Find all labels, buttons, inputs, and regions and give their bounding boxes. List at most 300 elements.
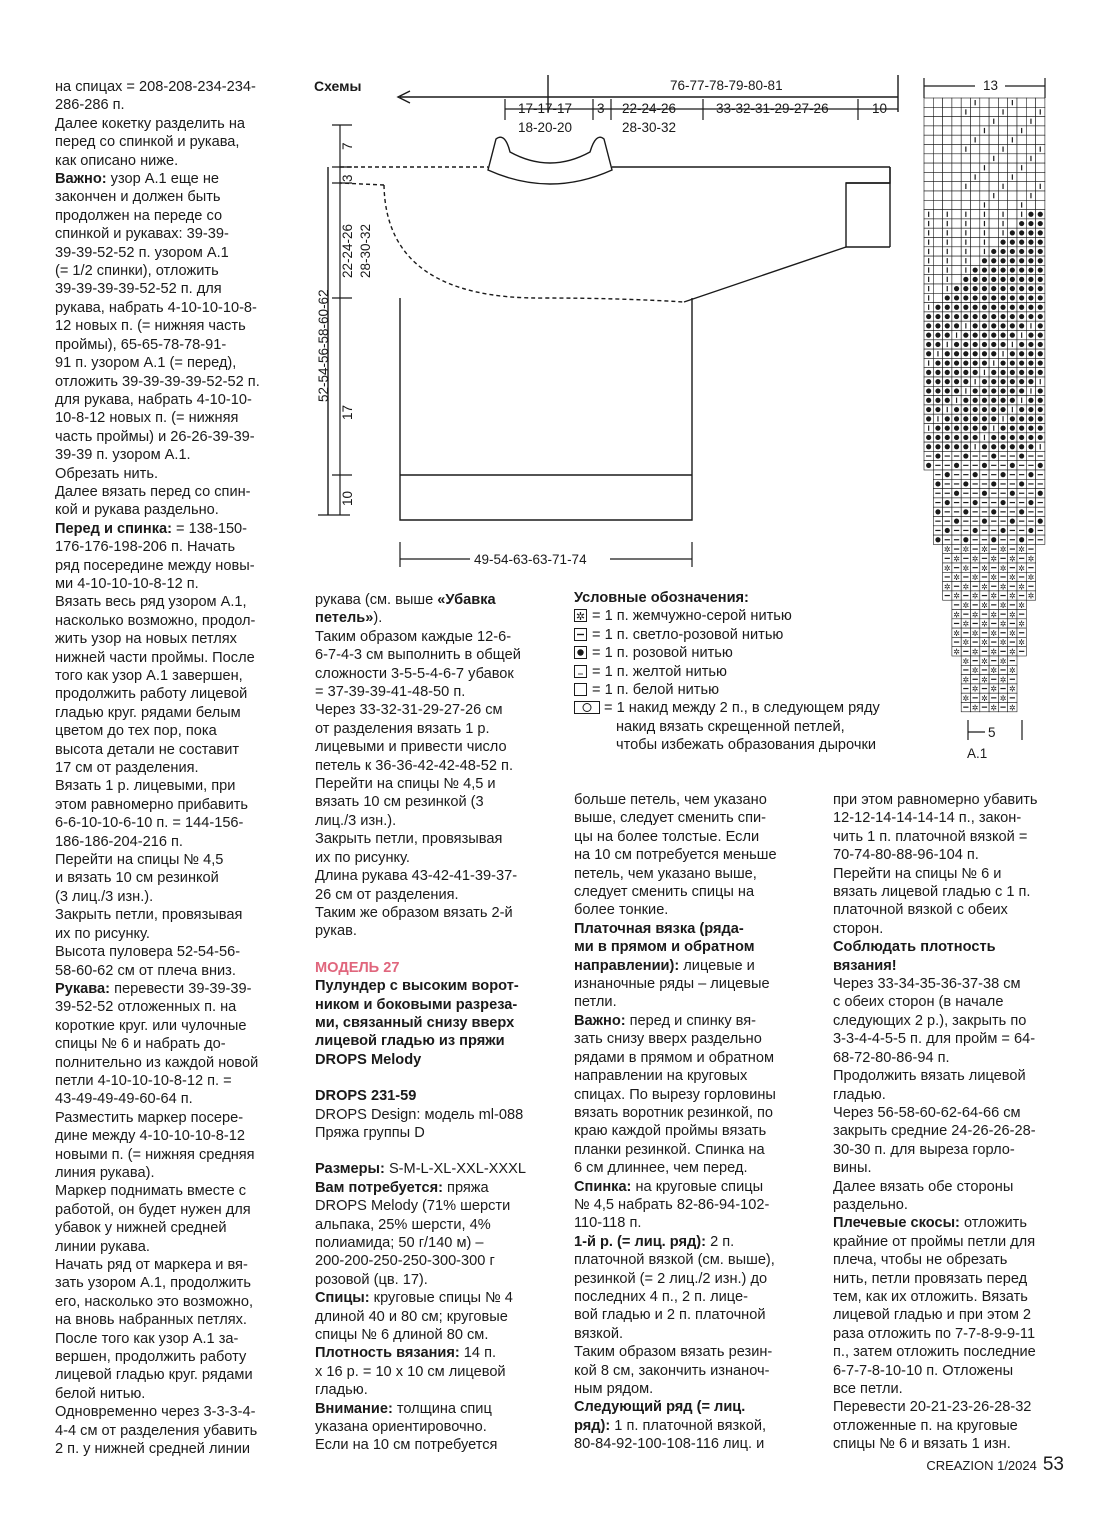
chart-cell-dot	[1000, 426, 1005, 431]
legend-symbol-dash-icon	[574, 628, 588, 641]
text-line: короткие круг. или чулочные	[55, 1017, 247, 1034]
text-line: продолжить работу лицевой	[55, 686, 248, 703]
chart-cell-dot	[926, 407, 931, 412]
text-line: Рукава: перевести 39-39-39-	[55, 980, 252, 997]
chart-cell-star: ✲	[981, 601, 988, 610]
chart-cell-star: ✲	[999, 694, 1007, 703]
chart-cell-dot	[954, 407, 959, 412]
chart-cell-dot	[1000, 472, 1005, 477]
chart-cell-dot	[1028, 249, 1033, 254]
chart-cell-dot	[945, 314, 950, 319]
chart-cell-dot	[1000, 286, 1005, 291]
chart-cell-dot	[1010, 360, 1015, 365]
chart-cell-dot	[1028, 407, 1033, 412]
chart-cell	[1026, 107, 1035, 116]
chart-cell-dot	[1028, 212, 1033, 217]
chart-cell	[952, 117, 961, 126]
legend-item	[574, 644, 934, 662]
text-line: Пулундер с высоким ворот-	[315, 978, 519, 995]
chart-cell-dot	[963, 379, 968, 384]
chart-cell	[952, 247, 961, 256]
chart-cell-dot	[1000, 258, 1005, 263]
text-line: 39-39-39-39-52-52 п. для	[55, 281, 222, 298]
dim-top-total: 76-77-78-79-80-81	[670, 78, 783, 93]
chart-cell-dot	[1038, 305, 1043, 310]
chart-cell	[933, 154, 942, 163]
chart-cell-dot	[1000, 528, 1005, 533]
chart-cell-dot	[991, 351, 996, 356]
text-line: его, насколько это возможно,	[55, 1293, 254, 1310]
chart-cell-dot	[1019, 444, 1024, 449]
text-line: дине между 4-10-10-10-8-12	[55, 1128, 245, 1145]
chart-cell-dot	[973, 333, 978, 338]
chart-cell-dot	[1038, 351, 1043, 356]
chart-cell-star: ✲	[953, 554, 960, 564]
chart-cell-dot	[1019, 240, 1024, 245]
chart-cell-star: ✲	[990, 591, 998, 601]
text-line: ником и боковыми разреза-	[315, 996, 518, 1013]
chart-cell	[961, 117, 970, 126]
chart-cell	[989, 238, 998, 247]
chart-cell	[943, 107, 952, 116]
legend-text: = 1 накид между 2 п., в следующем ряду	[604, 700, 880, 717]
chart-cell-dot	[945, 370, 950, 375]
chart-cell	[1026, 135, 1035, 144]
chart-cell	[1036, 172, 1045, 181]
text-line: крайние от проймы петли для	[833, 1233, 1036, 1250]
chart-cell-dot	[954, 388, 959, 393]
chart-cell-dot	[1019, 314, 1024, 319]
chart-cell-dot	[982, 491, 987, 496]
chart-cell-dot	[1028, 426, 1033, 431]
chart-cell	[924, 200, 933, 209]
chart-cell	[952, 135, 961, 144]
chart-cell-dot	[963, 286, 968, 291]
chart-cell-dot	[1028, 379, 1033, 384]
chart-cell	[1017, 107, 1026, 116]
chart-cell	[1017, 135, 1026, 144]
chart-cell-star: ✲	[971, 610, 979, 620]
text-line: и вязать 10 см резинкой	[55, 870, 219, 887]
chart-cell-dot	[945, 379, 950, 384]
chart-cell-dot	[1000, 240, 1005, 245]
text-line: Плотность вязания: 14 п.	[315, 1345, 497, 1362]
text-line: Соблюдать плотность	[833, 939, 996, 956]
chart-cell	[1008, 210, 1017, 219]
chart-cell-star: ✲	[999, 545, 1007, 555]
chart-cell-dot	[1010, 444, 1015, 449]
chart-cell-dot	[954, 416, 959, 421]
text-line: Вязать 1 р. лицевыми, при	[55, 778, 236, 795]
text-line: петель к 36-36-42-42-48-52 п.	[315, 757, 514, 774]
text-line: 70-74-80-88-96-104 п.	[833, 847, 979, 864]
chart-a1	[915, 70, 1055, 770]
text-line: Перейти на спицы № 4,5	[55, 852, 224, 869]
chart-cell-dot	[926, 416, 931, 421]
chart-cell	[1026, 126, 1035, 135]
chart-cell-star: ✲	[999, 675, 1007, 685]
chart-cell	[989, 126, 998, 135]
chart-cell	[952, 182, 961, 191]
text-line: Если на 10 см потребуется	[315, 1437, 498, 1454]
chart-cell-dot	[1038, 221, 1043, 226]
chart-cell-dot	[1038, 212, 1043, 217]
chart-cell-dot	[1000, 295, 1005, 300]
text-line: (= 1/2 спинки), отложить	[55, 263, 219, 280]
chart-cell	[943, 154, 952, 163]
chart-cell-dot	[973, 314, 978, 319]
chart-cell	[952, 98, 961, 107]
chart-cell-dot	[1000, 360, 1005, 365]
chart-cell-dot	[1028, 370, 1033, 375]
chart-cell-star: ✲	[999, 656, 1007, 666]
chart-cell	[933, 247, 942, 256]
chart-cell-dot	[1028, 472, 1033, 477]
chart-cell	[943, 182, 952, 191]
text-line: цветом до тех пор, пока	[55, 723, 217, 740]
text-line: Перейти на спицы № 4,5 и	[315, 776, 496, 793]
chart-cell-dot	[1010, 295, 1015, 300]
text-line: их по рисунку.	[315, 849, 410, 866]
chart-cell	[980, 135, 989, 144]
chart-cell-dot	[945, 398, 950, 403]
chart-cell-dot	[1038, 323, 1043, 328]
chart-cell	[952, 163, 961, 172]
chart-cell-dot	[1038, 295, 1043, 300]
chart-cell	[1036, 117, 1045, 126]
chart-cell	[971, 219, 980, 228]
chart-cell-dot	[1010, 314, 1015, 319]
chart-cell	[980, 98, 989, 107]
chart-cell-dot	[1028, 360, 1033, 365]
chart-cell-dot	[982, 398, 987, 403]
chart-cell	[998, 98, 1007, 107]
chart-cell	[952, 210, 961, 219]
chart-cell-dot	[926, 435, 931, 440]
text-line: Таким образом каждые 12-6-	[315, 628, 512, 645]
text-line: полнительно из каждой новой	[55, 1054, 259, 1071]
chart-cell-star: ✲	[981, 619, 988, 629]
chart-cell	[989, 200, 998, 209]
legend-item	[574, 626, 934, 644]
chart-cell	[952, 145, 961, 154]
chart-cell	[971, 182, 980, 191]
chart-cell-star: ✲	[1008, 591, 1016, 601]
chart-cell-dot	[1028, 305, 1033, 310]
text-line: резинкой (= 2 лиц./2 изн.) до	[574, 1270, 768, 1287]
chart-cell-dot	[1038, 286, 1043, 291]
chart-cell-dot	[963, 360, 968, 365]
text-line: проймы), 65-65-78-78-91-	[55, 336, 227, 353]
chart-cell-dot	[982, 295, 987, 300]
chart-cell-dot	[1038, 360, 1043, 365]
chart-cell-dot	[1019, 267, 1024, 272]
chart-name: A.1	[967, 746, 988, 761]
text-line: кой 8 см, закончить изнаноч-	[574, 1362, 770, 1379]
chart-cell	[998, 154, 1007, 163]
chart-cell-dot	[935, 407, 940, 412]
chart-cell	[971, 247, 980, 256]
chart-cell-dot	[1038, 333, 1043, 338]
chart-cell	[961, 191, 970, 200]
text-line: отложить 39-39-39-39-52-52 п.	[55, 373, 260, 390]
chart-cell-dot	[973, 435, 978, 440]
chart-cell-star: ✲	[990, 610, 998, 620]
chart-cell	[1026, 200, 1035, 209]
text-line: более тонкие.	[574, 902, 669, 919]
text-line: 200-200-250-250-300-300 г	[315, 1253, 495, 1270]
chart-cell-dot	[945, 333, 950, 338]
chart-cell-dot	[991, 537, 996, 542]
chart-cell-dot	[982, 305, 987, 310]
text-line: на спицах = 208-208-234-234-	[55, 79, 256, 95]
chart-cell-dot	[945, 323, 950, 328]
text-line: Перед и спинка: = 138-150-	[55, 520, 248, 537]
chart-cell-dot	[991, 333, 996, 338]
text-line: указана ориентировочно.	[315, 1419, 487, 1436]
chart-cell-dot	[963, 416, 968, 421]
chart-cell-dot	[991, 388, 996, 393]
chart-cell	[980, 172, 989, 181]
chart-cell-dot	[991, 295, 996, 300]
chart-cell	[933, 200, 942, 209]
chart-cell	[924, 191, 933, 200]
dim-v-total: 52-54-56-58-60-62	[316, 289, 331, 402]
text-line: ряд посередине между новы-	[55, 557, 255, 574]
text-line: 286-286 п.	[55, 97, 125, 114]
chart-cell-dot	[963, 444, 968, 449]
chart-cell-star: ✲	[1018, 582, 1026, 592]
text-line: сторон.	[833, 920, 884, 937]
chart-cell-dot	[1028, 435, 1033, 440]
chart-cell-dot	[982, 286, 987, 291]
chart-cell-dot	[1019, 258, 1024, 263]
text-line: закрыть средние 24-26-26-28-	[833, 1123, 1036, 1140]
chart-cell-dot	[991, 258, 996, 263]
chart-cell-dot	[1038, 519, 1043, 524]
chart-cell-star: ✲	[1008, 628, 1016, 638]
chart-cell-star: ✲	[971, 647, 979, 657]
chart-cell-dot	[935, 323, 940, 328]
chart-cell-dot	[935, 370, 940, 375]
chart-cell-dot	[991, 509, 996, 514]
chart-cell	[933, 191, 942, 200]
text-line: (3 лиц./3 изн.).	[55, 888, 154, 905]
chart-cell	[952, 154, 961, 163]
chart-cell	[952, 172, 961, 181]
chart-cell-star: ✲	[1018, 545, 1026, 555]
text-line: рукава (см. выше «Убавка	[315, 592, 496, 608]
text-line: x 16 р. = 10 x 10 см лицевой	[315, 1363, 506, 1380]
text-line: 4-4 см от разделения убавить	[55, 1422, 258, 1439]
chart-cell	[952, 265, 961, 274]
chart-cell-dot	[1000, 305, 1005, 310]
text-line: Закрыть петли, провязывая	[55, 907, 243, 924]
text-line: Обрезать нить.	[55, 465, 159, 482]
chart-cell-dot	[1028, 267, 1033, 272]
text-line: работой, он будет нужен для	[55, 1201, 251, 1218]
legend-item	[574, 663, 934, 681]
text-line: 2 п. у нижней средней линии	[55, 1441, 251, 1458]
text-line: рукава, набрать 4-10-10-10-8-	[55, 299, 257, 316]
chart-cell-dot	[973, 267, 978, 272]
chart-cell	[943, 145, 952, 154]
text-line: зать снизу вверх раздельно	[574, 1031, 762, 1048]
chart-cell-dot	[926, 398, 931, 403]
text-line: для рукава, набрать 4-10-10-	[55, 391, 252, 408]
chart-cell-dot	[935, 379, 940, 384]
text-line: 12-12-14-14-14-14 п., закон-	[833, 810, 1022, 827]
chart-cell	[961, 98, 970, 107]
chart-cell-dot	[926, 342, 931, 347]
text-line: лиц./3 изн.).	[315, 812, 397, 829]
chart-cell-dot	[982, 351, 987, 356]
chart-cell-dot	[1000, 407, 1005, 412]
text-line: Перейти на спицы № 6 и	[833, 865, 1002, 882]
text-line: раза отложить по 7-7-8-9-9-11	[833, 1325, 1036, 1342]
text-line: с обеих сторон (в начале	[833, 994, 1004, 1011]
chart-cell-star: ✲	[962, 675, 970, 685]
dim-sleeve-length: 33-32-31-29-27-26	[716, 101, 829, 116]
text-line: рядами в прямом и обратном	[574, 1049, 775, 1066]
legend-symbol-empty-icon	[574, 665, 588, 678]
chart-cell-dot	[1028, 314, 1033, 319]
chart-cell-dot	[991, 435, 996, 440]
chart-cell-dot	[935, 537, 940, 542]
text-line: убавок у нижней средней	[55, 1220, 227, 1237]
chart-cell	[933, 163, 942, 172]
chart-cell-dot	[1038, 416, 1043, 421]
text-line: 91 п. узором А.1 (= перед),	[55, 355, 237, 372]
chart-cell-dot	[963, 351, 968, 356]
chart-cell-dot	[926, 314, 931, 319]
chart-cell-dot	[1000, 379, 1005, 384]
chart-cell-star: ✲	[1018, 638, 1026, 648]
chart-cell	[933, 238, 942, 247]
chart-cell	[933, 182, 942, 191]
chart-cell-star: ✲	[971, 684, 979, 694]
chart-cell-dot	[991, 323, 996, 328]
text-column-1	[55, 78, 287, 1458]
text-line	[315, 959, 551, 977]
chart-cell-star: ✲	[953, 610, 960, 620]
chart-cell	[924, 154, 933, 163]
chart-cell-dot	[945, 528, 950, 533]
chart-cell-star: ✲	[981, 582, 988, 592]
chart-cell	[961, 154, 970, 163]
chart-cell-dot	[935, 509, 940, 514]
text-line: плеча, чтобы не обрезать	[833, 1252, 1008, 1269]
chart-cell	[1026, 163, 1035, 172]
text-line: ми, связанный снизу вверх	[315, 1014, 515, 1031]
chart-cell-dot	[926, 323, 931, 328]
chart-cell	[933, 107, 942, 116]
chart-cell-star: ✲	[981, 694, 988, 703]
chart-cell	[980, 154, 989, 163]
legend-text: = 1 п. жемчужно-серой нитью	[592, 608, 792, 625]
chart-cell-star: ✲	[943, 582, 951, 592]
chart-cell-dot	[945, 305, 950, 310]
chart-cell-dot	[973, 323, 978, 328]
chart-cell-dot	[926, 333, 931, 338]
chart-cell-star: ✲	[1018, 619, 1026, 629]
chart-cell-star: ✲	[1008, 684, 1016, 694]
svg-text:✲: ✲	[575, 611, 586, 623]
text-line: Длина рукава 43-42-41-39-37-	[315, 868, 518, 885]
chart-cell-star: ✲	[962, 545, 970, 555]
chart-cell-dot	[1000, 249, 1005, 254]
chart-cell-dot	[1038, 249, 1043, 254]
chart-cell-dot	[1028, 295, 1033, 300]
chart-cell-dot	[982, 388, 987, 393]
text-column-3	[574, 791, 810, 1454]
text-line: продолжен на переде со	[55, 207, 223, 224]
text-line: лицевой гладью из пряжи	[315, 1033, 505, 1050]
chart-cell-dot	[982, 463, 987, 468]
chart-cell-star: ✲	[1027, 554, 1035, 564]
chart-cell-dot	[1019, 286, 1024, 291]
chart-cell-dot	[973, 295, 978, 300]
text-line: Маркер поднимать вместе с	[55, 1183, 247, 1200]
text-line: DROPS Melody (71% шерсти	[315, 1198, 511, 1215]
chart-cell	[998, 126, 1007, 135]
chart-cell-dot	[963, 426, 968, 431]
text-line: Плечевые скосы: отложить	[833, 1215, 1027, 1232]
chart-cell-star: ✲	[962, 619, 970, 629]
chart-cell	[1008, 182, 1017, 191]
chart-cell-dot	[954, 342, 959, 347]
chart-cell-star: ✲	[1008, 666, 1016, 676]
chart-cell-star: ✲	[999, 638, 1007, 648]
text-line: 43-49-49-49-60-64 п.	[55, 1091, 193, 1108]
chart-cell	[952, 107, 961, 116]
text-line: длиной 40 и 80 см; круговые	[315, 1308, 508, 1325]
text-line: лицевыми и привести число	[315, 739, 507, 756]
chart-cell-dot	[973, 528, 978, 533]
chart-cell	[980, 117, 989, 126]
chart-cell-dot	[954, 286, 959, 291]
page-number: 53	[1042, 1454, 1064, 1475]
chart-cell-dot	[935, 444, 940, 449]
chart-cell	[989, 135, 998, 144]
chart-top-label: 13	[983, 78, 999, 93]
text-line: Перевести 20-21-23-26-28-32	[833, 1399, 1032, 1416]
chart-cell-dot	[982, 277, 987, 282]
chart-cell-star: ✲	[990, 647, 998, 657]
text-line: вязать лицевой гладью с 1 п.	[833, 884, 1031, 901]
text-line: Далее вязать перед со спин-	[55, 483, 251, 500]
chart-cell-dot	[1019, 360, 1024, 365]
chart-cell-dot	[1028, 230, 1033, 235]
chart-cell-star: ✲	[962, 563, 970, 573]
text-line: спицы № 6 длиной 80 см.	[315, 1327, 489, 1344]
text-line: Через 56-58-60-62-64-66 см	[833, 1104, 1021, 1121]
chart-cell	[1008, 107, 1017, 116]
text-line: = 37-39-39-41-48-50 п.	[315, 684, 466, 701]
text-line: спицы № 6 и набрать до-	[55, 1036, 226, 1053]
text-line: розовой (цв. 17).	[315, 1271, 428, 1288]
chart-cell-dot	[935, 426, 940, 431]
text-line: 186-186-204-216 п.	[55, 833, 183, 850]
chart-cell-dot	[1028, 277, 1033, 282]
chart-cell-dot	[1019, 277, 1024, 282]
chart-cell-dot	[982, 258, 987, 263]
text-line: ряд): 1 п. платочной вязкой,	[574, 1417, 767, 1434]
chart-cell-dot	[1010, 370, 1015, 375]
text-line: зать узором А.1, продолжить	[55, 1275, 251, 1292]
chart-cell-dot	[926, 370, 931, 375]
text-line: После того как узор А.1 за-	[55, 1330, 239, 1347]
